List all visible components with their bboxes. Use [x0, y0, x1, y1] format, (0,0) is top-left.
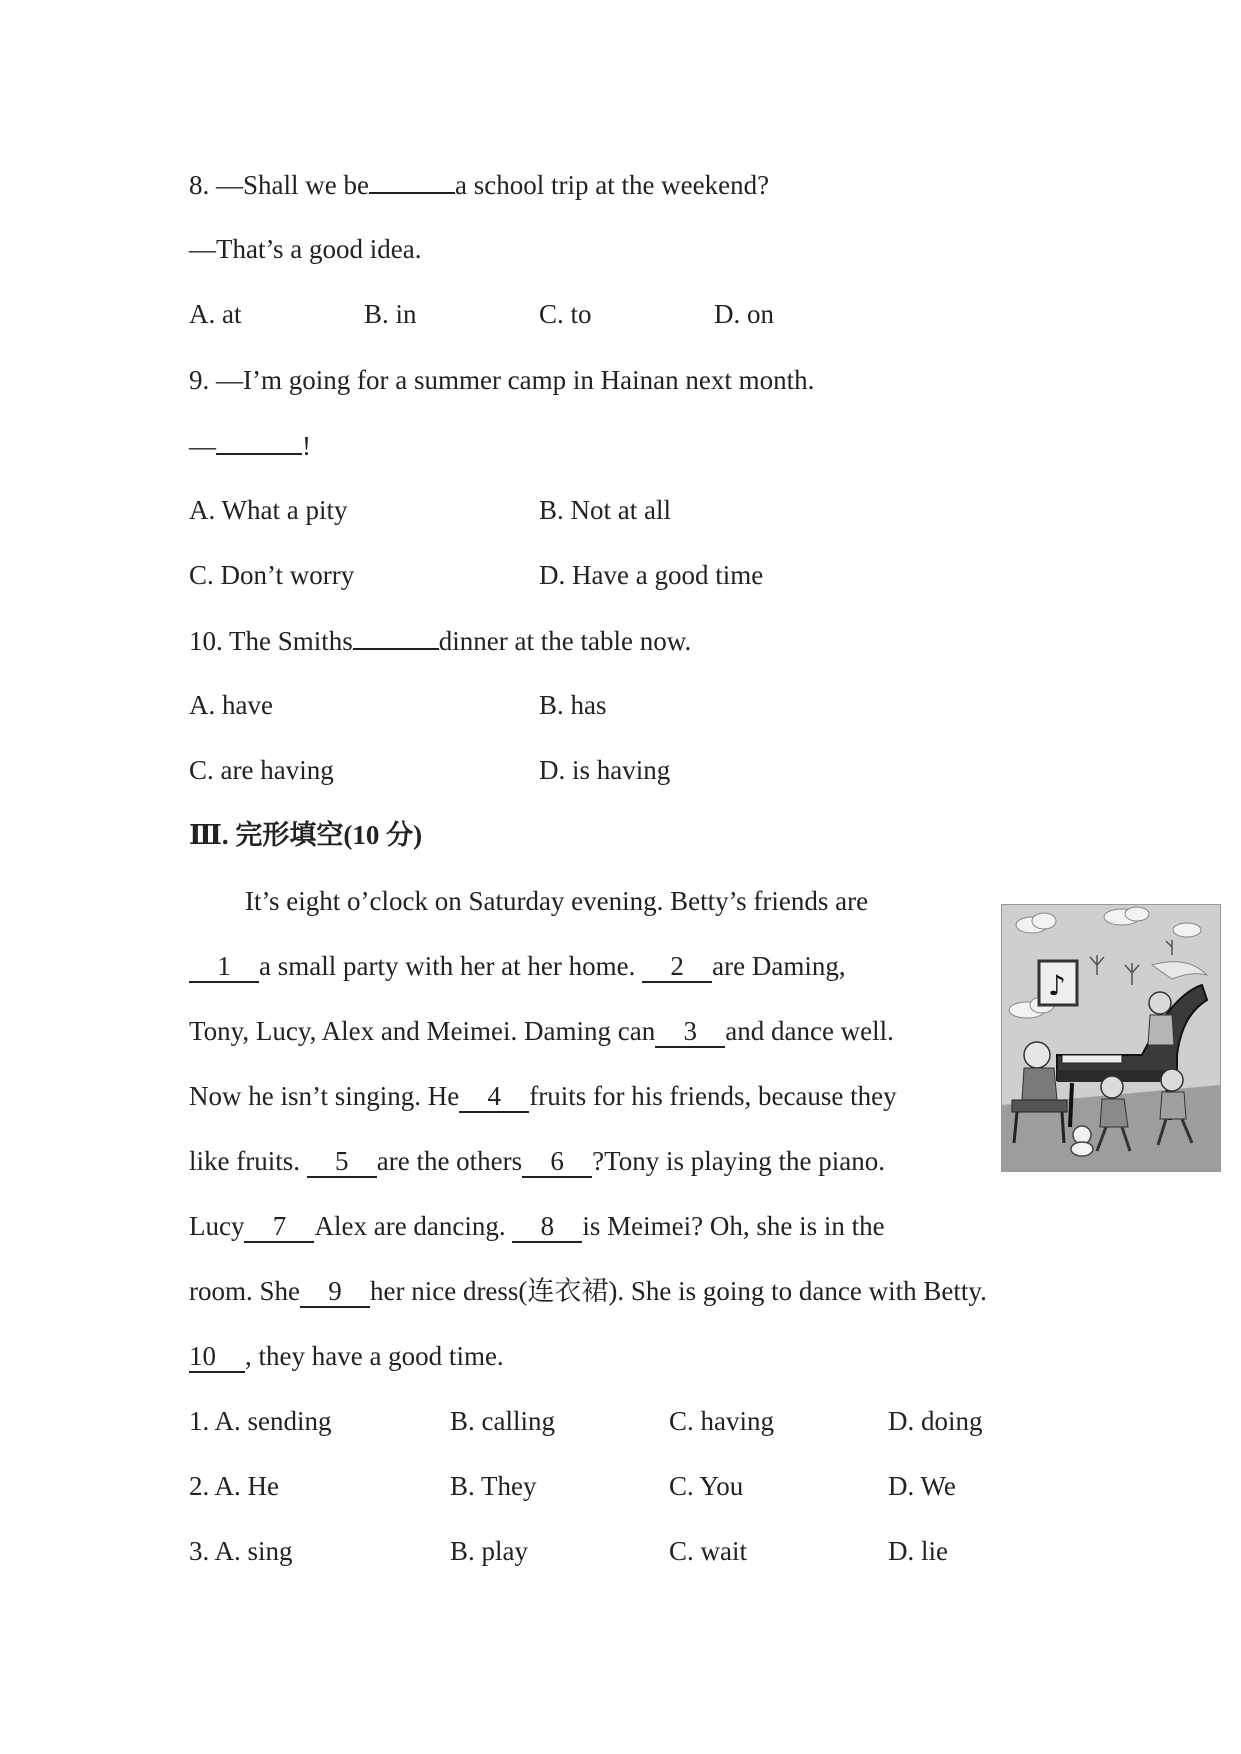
cloze-blank-4[interactable]: 4: [459, 1081, 529, 1113]
cloze-blank-3[interactable]: 3: [655, 1016, 725, 1048]
q8-reply: —That’s a good idea.: [189, 234, 422, 264]
q9-answer-blank[interactable]: [216, 427, 302, 455]
cloze-blank-5[interactable]: 5: [307, 1146, 377, 1178]
cloze-2-option-c: C. You: [669, 1471, 744, 1501]
passage-line-8: [189, 1338, 504, 1374]
cloze-1-option-d: D. doing: [888, 1406, 983, 1436]
q8-option-b: B. in: [364, 299, 417, 329]
cloze-1-option-b: B. calling: [450, 1406, 555, 1436]
svg-text:♪: ♪: [1048, 969, 1066, 1002]
cloze-2-option-a: 2. A. He: [189, 1471, 279, 1501]
q10-answer-blank[interactable]: [353, 622, 439, 650]
party-piano-illustration: [1001, 904, 1221, 1172]
passage-line-1: It’s eight o’clock on Saturday evening. Betty’s friends are: [245, 886, 869, 916]
cloze-1-option-c: C. having: [669, 1406, 774, 1436]
passage-line-3: [189, 1013, 894, 1049]
passage-text: like fruits.: [189, 1146, 307, 1176]
q8-stem-after: a school trip at the weekend?: [454, 170, 770, 200]
passage-line-5: [189, 1143, 885, 1179]
passage-line-2: [189, 948, 846, 984]
q9-stem: 9. —I’m going for a summer camp in Hainan next month.: [189, 365, 815, 395]
q9-reply: [189, 427, 311, 464]
q8-stem-before: 8. —Shall we be: [189, 170, 369, 200]
q10-stem-before: 10. The Smiths: [189, 626, 353, 656]
q9-option-a: A. What a pity: [189, 495, 348, 525]
cloze-3-option-a: 3. A. sing: [189, 1536, 293, 1566]
passage-line-6: [189, 1208, 885, 1244]
passage-line-7: [189, 1273, 987, 1309]
passage-text: a small party with her at her home.: [259, 951, 643, 981]
cloze-blank-2[interactable]: 2: [642, 951, 712, 983]
passage-text: are the others: [376, 1146, 523, 1176]
q10-option-d: D. is having: [539, 755, 671, 785]
q8-stem: [189, 166, 769, 203]
passage-text: , they have a good time.: [245, 1341, 504, 1371]
cloze-blank-7[interactable]: 7: [244, 1211, 314, 1243]
passage-text: is Meimei? Oh, she is in the: [582, 1211, 885, 1241]
q9-option-b: B. Not at all: [539, 495, 671, 525]
q10-stem-after: dinner at the table now.: [438, 626, 692, 656]
passage-text: Lucy: [189, 1211, 245, 1241]
cloze-blank-8[interactable]: 8: [512, 1211, 582, 1243]
q9-reply-suffix: !: [302, 431, 311, 461]
q10-option-b: B. has: [539, 690, 607, 720]
q8-option-c: C. to: [539, 299, 592, 329]
q9-option-c: C. Don’t worry: [189, 560, 355, 590]
passage-text: Alex are dancing.: [314, 1211, 513, 1241]
cloze-2-option-b: B. They: [450, 1471, 537, 1501]
passage-text: ?Tony is playing the piano.: [592, 1146, 885, 1176]
cloze-1-option-a: 1. A. sending: [189, 1406, 332, 1436]
passage-line-4: [189, 1078, 897, 1114]
cloze-blank-9[interactable]: 9: [300, 1276, 370, 1308]
cloze-2-option-d: D. We: [888, 1471, 956, 1501]
passage-text: are Daming,: [712, 951, 846, 981]
q10-stem: [189, 622, 691, 659]
cloze-blank-1[interactable]: 1: [189, 951, 259, 983]
passage-text: her nice dress(连衣裙). She is going to dance with Betty.: [370, 1276, 987, 1306]
q10-option-a: A. have: [189, 690, 273, 720]
cloze-3-option-c: C. wait: [669, 1536, 747, 1566]
q10-option-c: C. are having: [189, 755, 334, 785]
q9-option-d: D. Have a good time: [539, 560, 764, 590]
cloze-3-option-d: D. lie: [888, 1536, 948, 1566]
passage-text: room. She: [189, 1276, 300, 1306]
passage-text: and dance well.: [725, 1016, 894, 1046]
q8-answer-blank[interactable]: [369, 166, 455, 194]
party-illustration-svg: [1002, 905, 1220, 1171]
passage-text: Now he isn’t singing. He: [189, 1081, 460, 1111]
cloze-3-option-b: B. play: [450, 1536, 528, 1566]
section-heading: Ⅲ. 完形填空(10 分): [189, 820, 423, 850]
q8-option-d: D. on: [714, 299, 774, 329]
q9-reply-prefix: —: [189, 431, 216, 461]
q8-option-a: A. at: [189, 299, 242, 329]
cloze-blank-10[interactable]: 10: [189, 1341, 245, 1373]
passage-text: Tony, Lucy, Alex and Meimei. Daming can: [189, 1016, 656, 1046]
cloze-blank-6[interactable]: 6: [522, 1146, 592, 1178]
passage-text: fruits for his friends, because they: [529, 1081, 897, 1111]
